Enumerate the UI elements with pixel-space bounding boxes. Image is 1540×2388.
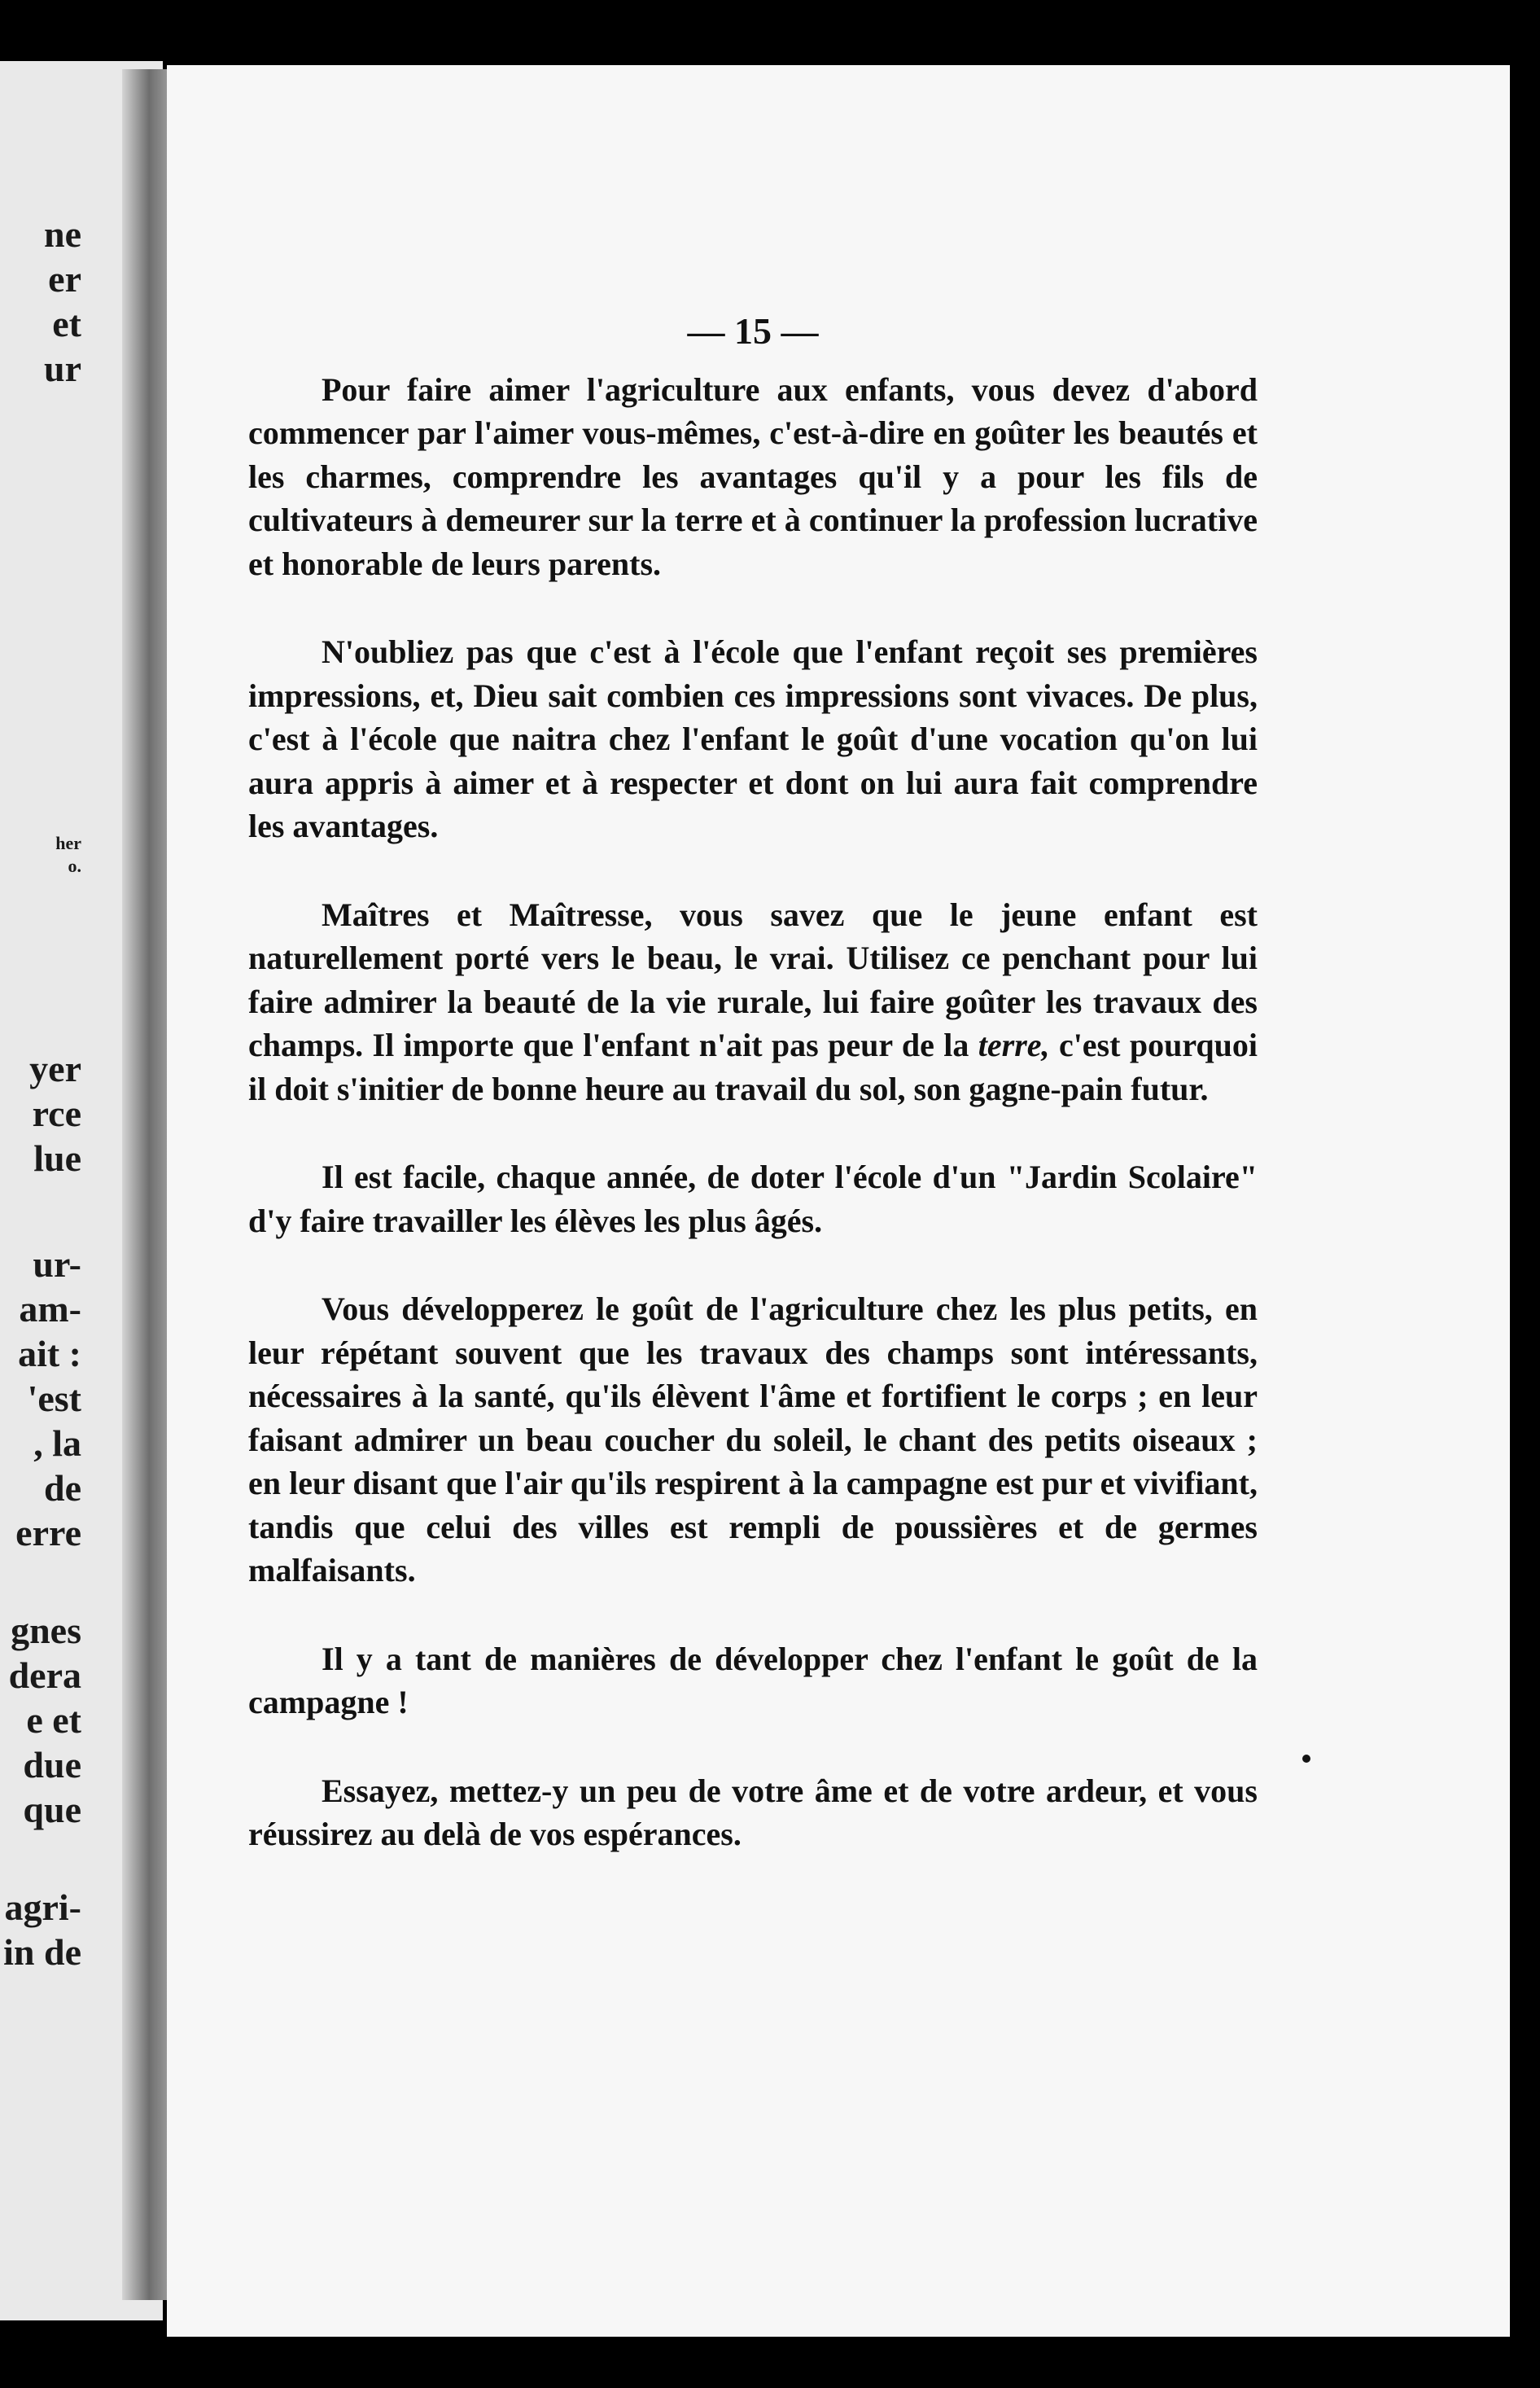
left-page-fragment: de	[44, 1467, 81, 1509]
page-number: — 15 —	[687, 310, 819, 352]
left-page-fragment: , la	[33, 1422, 81, 1464]
left-page-fragment: her	[55, 833, 81, 853]
left-page-fragment: que	[23, 1789, 81, 1830]
paragraph-3	[248, 893, 1258, 1111]
left-page-fragment: e et	[26, 1699, 81, 1741]
left-page-fragment: 'est	[27, 1378, 81, 1419]
paragraph-6: Il y a tant de manières de développer chez l'enfant le goût de la campagne !	[248, 1640, 1258, 1720]
left-page-fragment: am-	[19, 1288, 81, 1330]
paragraph-3-text-start: Maîtres et Maîtresse, vous savez que le jeune enfant est naturellement porté vers le beau, le vrai. Utilisez ce penchant pour lui faire admirer la beauté de la vie rurale, lui faire goûter les travaux des champs. Il importe que l'enfant n'ait pas peur de la	[248, 896, 1258, 1063]
left-page-fragment: agri-	[4, 1886, 81, 1928]
paragraph-1: Pour faire aimer l'agriculture aux enfants, vous devez d'abord commencer par l'aimer vous-mêmes, c'est-à-dire en goûter les beautés et les charmes, comprendre les avantages qu'il y a pour les fils de cultivateurs à demeurer sur la terre et à continuer la profession lucrative et honorable de leurs parents.	[248, 370, 1258, 582]
paragraph-4: Il est facile, chaque année, de doter l'école d'un "Jardin Scolaire" d'y faire travailler les élèves les plus âgés.	[248, 1159, 1258, 1239]
left-page-fragment: ait :	[18, 1333, 81, 1374]
left-page-fragment: ur	[44, 348, 81, 389]
main-page	[167, 65, 1510, 2337]
left-page-fragment: dera	[8, 1654, 81, 1696]
left-page-fragment: o.	[68, 856, 81, 876]
left-page-fragment: ur-	[33, 1243, 81, 1285]
left-page-fragment: lue	[33, 1137, 81, 1179]
left-page-fragment: ne	[44, 213, 81, 255]
left-page-fragment: due	[23, 1744, 81, 1786]
left-page-fragment: in de	[3, 1931, 81, 1973]
italic-word-terre: terre,	[978, 1027, 1050, 1063]
left-page-fragment: et	[52, 303, 81, 344]
paragraph-2: N'oubliez pas que c'est à l'école que l'enfant reçoit ses premières impressions, et, Dieu sait combien ces impressions sont vivaces. De plus, c'est à l'école que naitra chez l'enfant le goût d'une vocation qu'on lui aura appris à aimer et à respecter et dont on lui aura fait comprendre les avantages.	[248, 633, 1258, 844]
page-body	[248, 309, 1258, 1856]
left-page-fragment: gnes	[11, 1610, 81, 1651]
left-page-fragment: rce	[32, 1093, 81, 1134]
paragraph-3-text-end: c'est pourquoi il doit s'initier de bonne heure au travail du sol, son gagne-pain futur.	[248, 1027, 1258, 1107]
ink-speck	[1302, 1755, 1310, 1763]
left-page-fragment: erre	[15, 1512, 81, 1553]
left-page-fragment: yer	[29, 1048, 81, 1089]
left-page-fragment: er	[48, 258, 81, 300]
paragraph-5: Vous développerez le goût de l'agriculture chez les plus petits, en leur répétant souvent que les travaux des champs sont intéressants, nécessaires à la santé, qu'ils élèvent l'âme et fortifient le corps ; en leur faisant admirer un beau coucher du soleil, le chant des petits oiseaux ; en leur disant que l'air qu'ils respirent à la campagne est pur et vivifiant, tandis que celui des villes est rempli de poussières et de germes malfaisants.	[248, 1290, 1258, 1588]
paragraph-7: Essayez, mettez-y un peu de votre âme et de votre ardeur, et vous réussirez au delà de vos espérances.	[248, 1772, 1258, 1852]
